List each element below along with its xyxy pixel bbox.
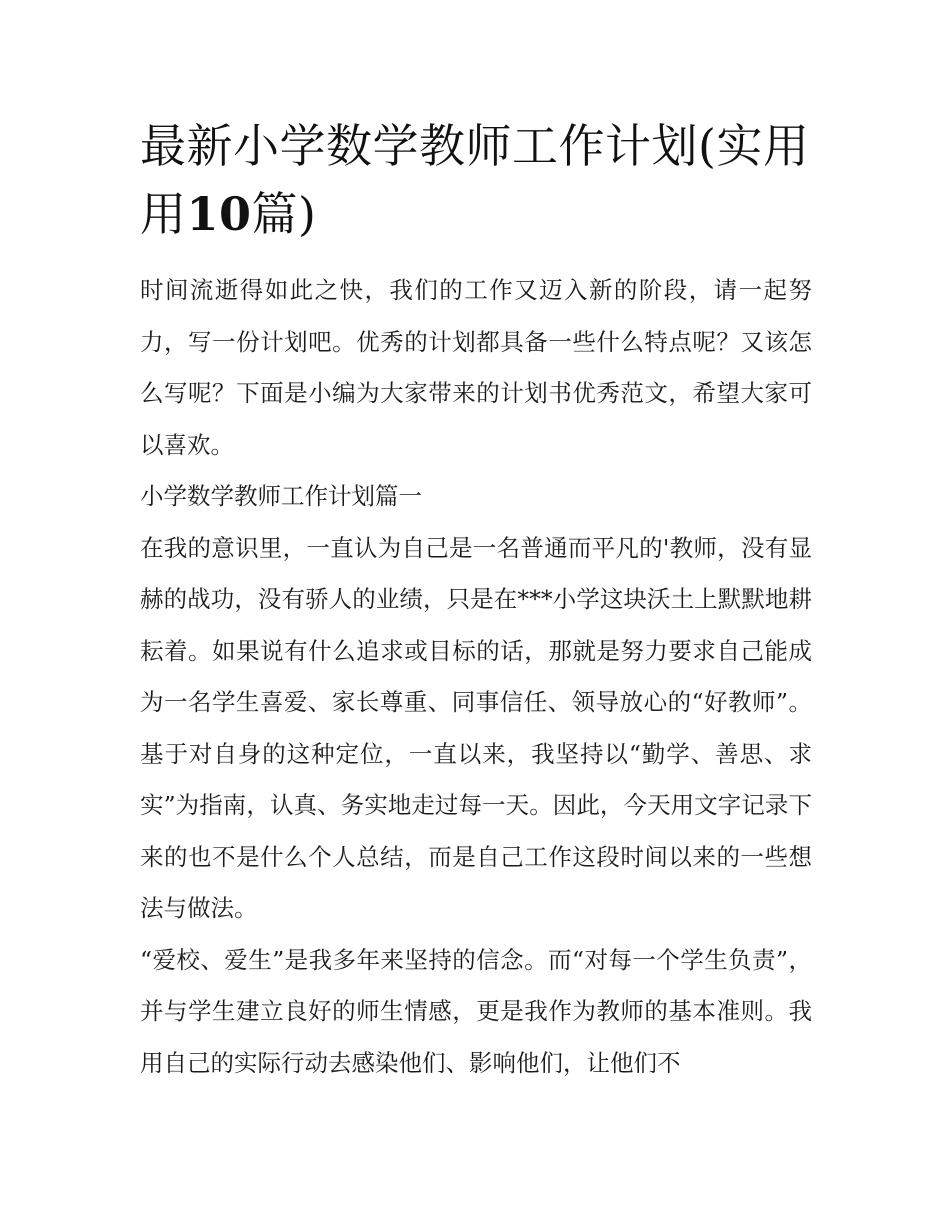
section-heading: 小学数学教师工作计划篇一 xyxy=(140,482,422,510)
document-body xyxy=(140,265,812,1089)
intro-paragraph: 时间流逝得如此之快，我们的工作又迈入新的阶段，请一起努力，写一份计划吧。优秀的计划都具备一些什么特点呢？又该怎么写呢？下面是小编为大家带来的计划书优秀范文，希望大家可以喜欢。 xyxy=(140,276,812,459)
title-prefix: 用 xyxy=(140,187,187,241)
title-main: 最新小学数学教师工作计划(实用 xyxy=(140,119,810,173)
title-number: 10 xyxy=(186,187,252,241)
body-paragraph-2: “爱校、爱生”是我多年来坚持的信念。而“对每一个学生负责”，并与学生建立良好的师生情感，更是我作为教师的基本准则。我用自己的实际行动去感染他们、影响他们，让他们不 xyxy=(140,945,812,1077)
document-title xyxy=(140,112,812,248)
body-paragraph-1: 在我的意识里，一直认为自己是一名普通而平凡的'教师，没有显赫的战功，没有骄人的业绩，只是在***小学这块沃土上默默地耕耘着。如果说有什么追求或目标的话，那就是努力要求自己能成为一名学生喜爱、家长尊重、同事信任、领导放心的“好教师”。基于对自身的这种定位，一直以来，我坚持以“勤学、善思、求实”为指南，认真、务实地走过每一天。因此，今天用文字记录下来的也不是什么个人总结，而是自己工作这段时间以来的一些想法与做法。 xyxy=(140,533,812,922)
title-tail: 篇) xyxy=(251,187,317,241)
document-content xyxy=(140,112,812,1089)
